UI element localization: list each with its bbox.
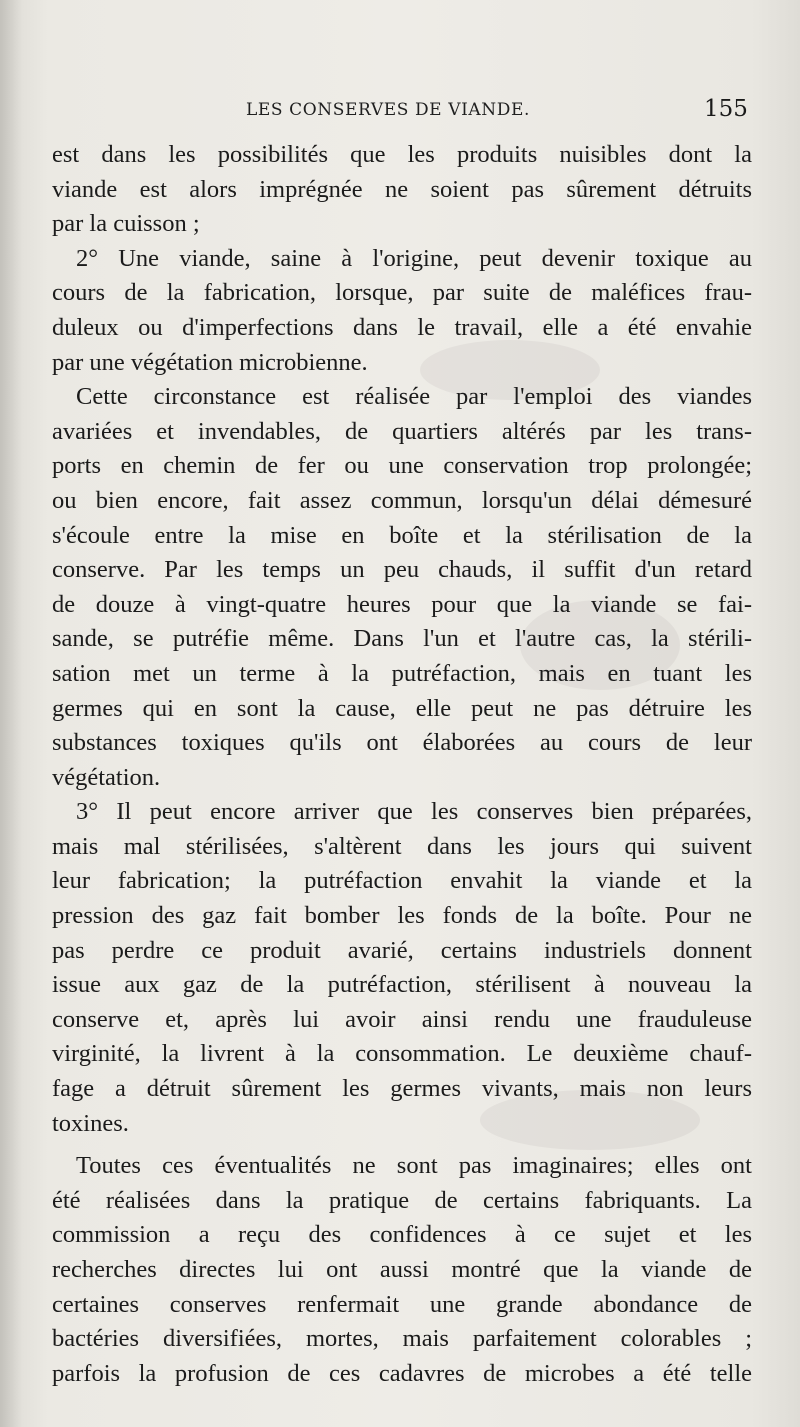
text-line: est dans les possibilités que les produits nuisibles dont la — [52, 141, 752, 168]
text-line: 2° Une viande, saine à l'origine, peut devenir toxique au — [76, 244, 752, 272]
text-line: leur fabrication; la putréfaction envahit la viande et la — [52, 867, 752, 895]
text-line: Cette circonstance est réalisée par l'emploi des viandes — [76, 383, 752, 411]
paragraph-gap — [52, 1141, 752, 1149]
page-number: 155 — [704, 96, 748, 122]
text-line: été réalisées dans la pratique de certains fabriquants. La — [52, 1186, 752, 1214]
text-line: avariées et invendables, de quartiers altérés par les trans- — [52, 417, 752, 445]
text-line: viande est alors imprégnée ne soient pas sûrement détruits — [52, 175, 752, 203]
text-line: bactéries diversifiées, mortes, mais parfaitement colorables ; — [52, 1325, 752, 1353]
text-line: par une végétation microbienne. — [52, 348, 368, 376]
text-line: sation met un terme à la putréfaction, mais en tuant les — [52, 659, 752, 687]
text-line: certaines conserves renfermait une grande abondance de — [52, 1290, 752, 1318]
running-title: LES CONSERVES DE VIANDE. — [246, 100, 530, 120]
text-line: ou bien encore, fait assez commun, lorsqu'un délai démesuré — [52, 486, 752, 514]
text-line: conserve et, après lui avoir ainsi rendu une frauduleuse — [52, 1005, 752, 1033]
text-line: 3° Il peut encore arriver que les conserves bien préparées, — [76, 798, 752, 826]
text-line: conserve. Par les temps un peu chauds, il suffit d'un retard — [52, 556, 752, 584]
text-line: de douze à vingt-quatre heures pour que la viande se fai- — [52, 590, 752, 618]
gutter-shadow — [0, 0, 22, 1427]
text-line: virginité, la livrent à la consommation. Le deuxième chauf- — [52, 1040, 752, 1068]
text-line: parfois la profusion de ces cadavres de microbes a été telle — [52, 1359, 752, 1387]
text-line: commission a reçu des confidences à ce sujet et les — [52, 1221, 752, 1249]
text-line: Toutes ces éventualités ne sont pas imaginaires; elles ont — [76, 1152, 752, 1180]
text-line: duleux ou d'imperfections dans le travail, elle a été envahie — [52, 313, 752, 341]
text-line: ports en chemin de fer ou une conservation trop prolongée; — [52, 452, 752, 480]
text-line: végétation. — [52, 763, 161, 791]
text-line: recherches directes lui ont aussi montré que la viande de — [52, 1256, 752, 1283]
text-line: mais mal stérilisées, s'altèrent dans les jours qui suivent — [52, 832, 752, 860]
body-text — [52, 138, 752, 1391]
running-head — [0, 96, 800, 132]
text-line: issue aux gaz de la putréfaction, stérilisent à nouveau la — [52, 971, 752, 999]
text-line: cours de la fabrication, lorsque, par suite de maléfices frau- — [52, 279, 752, 307]
text-line: sande, se putréfie même. Dans l'un et l'autre cas, la stérili- — [52, 625, 752, 653]
text-line: fage a détruit sûrement les germes vivants, mais non leurs — [52, 1075, 752, 1103]
text-line: substances toxiques qu'ils ont élaborées au cours de leur — [52, 729, 752, 757]
text-line: par la cuisson ; — [52, 210, 200, 238]
text-line: pression des gaz fait bomber les fonds de la boîte. Pour ne — [52, 902, 752, 930]
text-line: toxines. — [52, 1109, 129, 1137]
text-line: s'écoule entre la mise en boîte et la stérilisation de la — [52, 521, 752, 549]
text-line: pas perdre ce produit avarié, certains industriels donnent — [52, 936, 752, 964]
text-line: germes qui en sont la cause, elle peut ne pas détruire les — [52, 694, 752, 722]
